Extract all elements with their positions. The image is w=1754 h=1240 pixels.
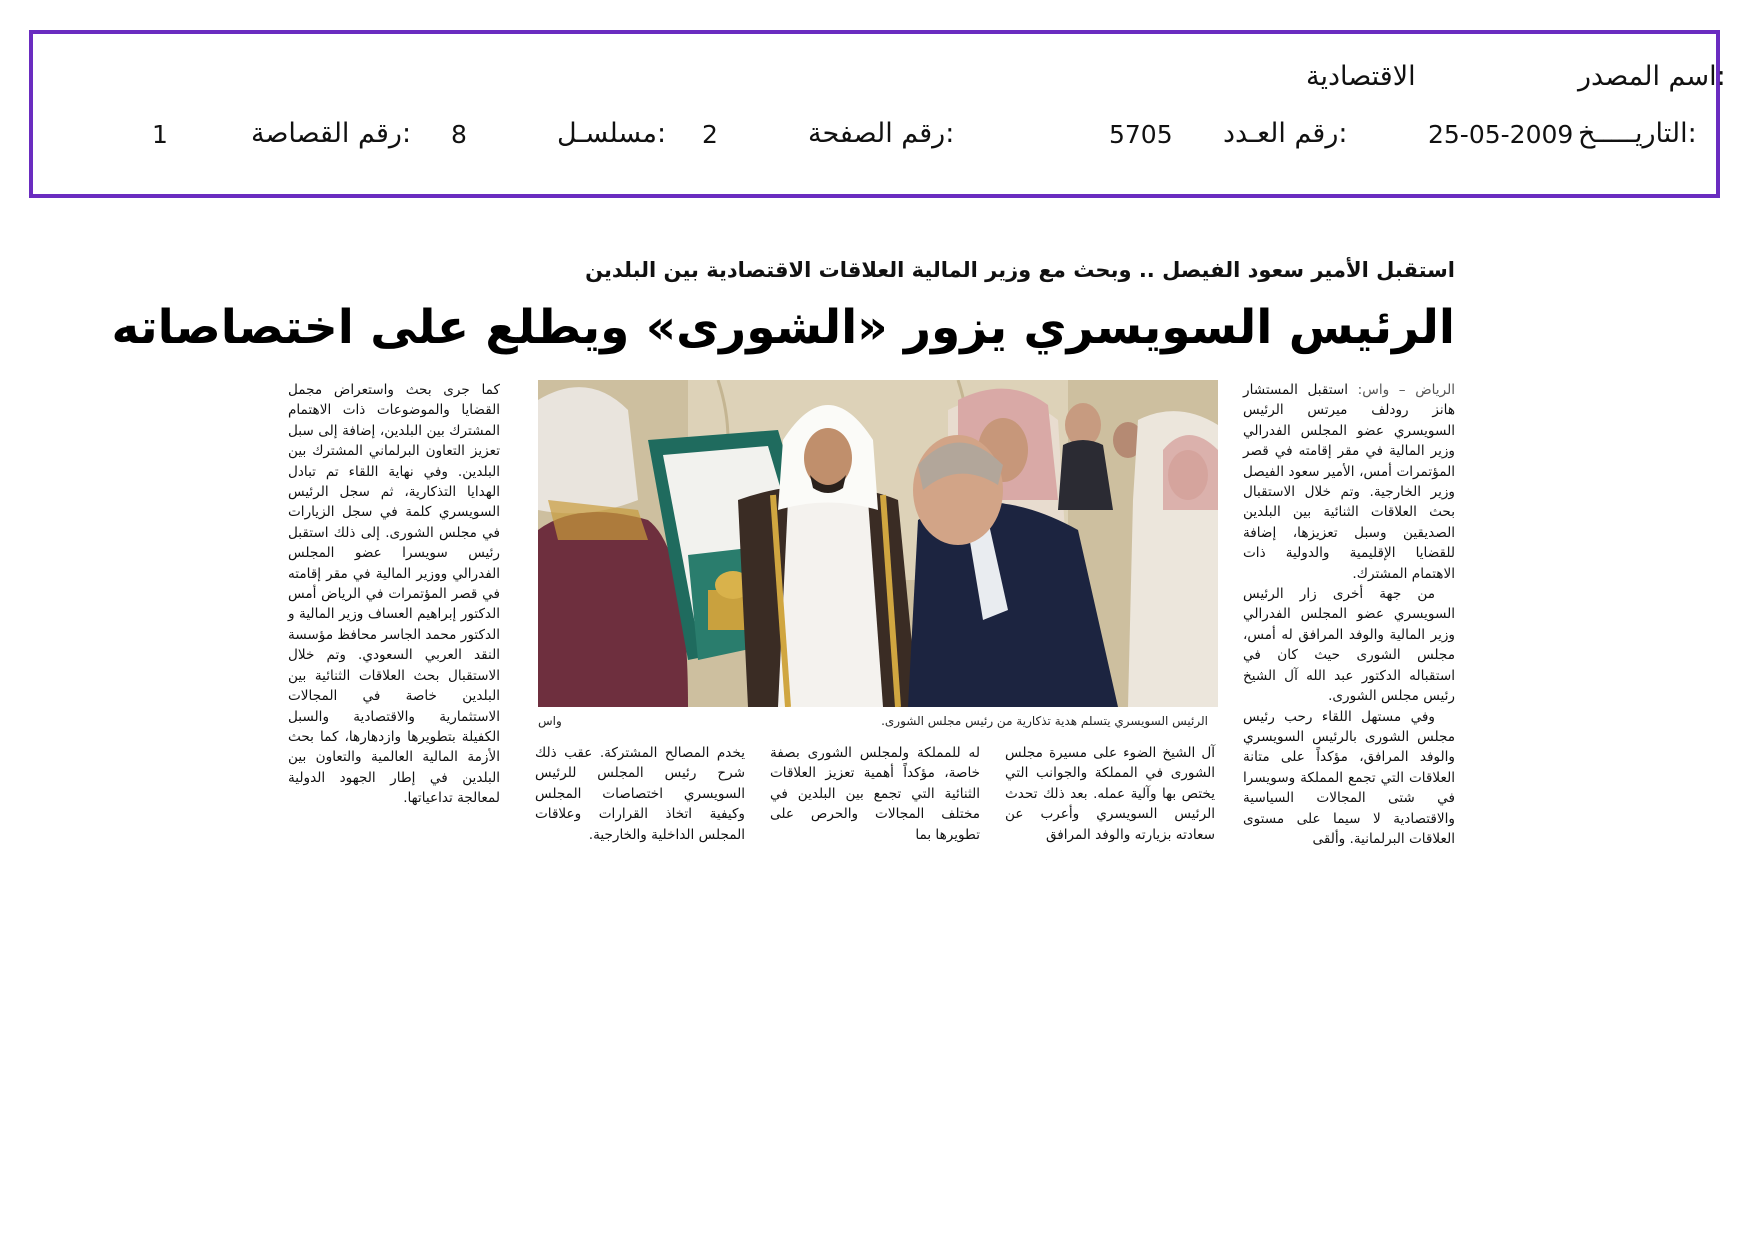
article-subheadline: استقبل الأمير سعود الفيصل .. وبحث مع وزير المالية العلاقات الاقتصادية بين البلدين: [585, 258, 1455, 282]
source-label: اسم المصدر:: [1578, 61, 1726, 92]
article-column-1: [1243, 380, 1455, 849]
clip-number-label: رقم القصاصة:: [251, 118, 412, 149]
news-article: [111, 250, 1456, 850]
column-1-paragraph-2: من جهة أخرى زار الرئيس السويسري عضو المجلس الفدرالي وزير المالية والوفد المرافق له أمس، مجلس الشورى حيث كان في استقباله الدكتور عبد الله آل الشيخ رئيس مجلس الشورى.: [1243, 586, 1455, 705]
page-number-label: رقم الصفحة:: [808, 118, 955, 149]
column-1-text-1: استقبل المستشار هانز رودلف ميرتس الرئيس السويسري عضو المجلس الفدرالي وزير المالية في مقر إقامته في قصر المؤتمرات أمس، الأمير سعود الفيصل وزير الخارجية. وتم خلال الاستقبال بحث العلاقات الثنائية بين البلدين الصديقين وسبل تعزيزها، إضافة للقضايا الإقليمية والدولية ذات الاهتمام المشترك.: [1243, 382, 1455, 582]
clipping-info-box: [29, 30, 1726, 198]
date-value: 25-05-2009: [1428, 120, 1574, 149]
source-value: الاقتصادية: [1306, 61, 1416, 92]
issue-value: 5705: [1109, 120, 1173, 149]
column-2-text: آل الشيخ الضوء على مسيرة مجلس الشورى في المملكة والجوانب التي يختص بها وآلية عمله. بعد ذلك تحدث الرئيس السويسري وأعرب عن سعادته بزيارته والوفد المرافق: [1005, 745, 1215, 843]
article-photo: [538, 380, 1218, 707]
photo-caption: الرئيس السويسري يتسلم هدية تذكارية من رئيس مجلس الشورى.: [881, 714, 1208, 728]
serial-label: مسلسـل:: [557, 118, 667, 149]
column-1-paragraph-1: [1243, 380, 1455, 584]
photo-credit: واس: [538, 714, 562, 728]
serial-value: 8: [451, 120, 467, 149]
article-column-2: [1005, 743, 1215, 845]
column-4-text: يخدم المصالح المشتركة. عقب ذلك شرح رئيس المجلس للرئيس السويسري اختصاصات المجلس وكيفية اتخاذ القرارات وعلاقات المجلس الداخلية والخارجية.: [535, 745, 745, 843]
page-number-value: 2: [702, 120, 718, 149]
date-label: التاريـــــخ:: [1578, 118, 1697, 149]
article-column-5: [288, 380, 500, 809]
article-column-4: [535, 743, 745, 845]
column-3-text: له للمملكة ولمجلس الشورى بصفة خاصة، مؤكداً أهمية تعزيز العلاقات الثنائية التي تجمع بين البلدين في مختلف المجالات والحرص على تطويرها بما: [770, 745, 980, 843]
issue-label: رقم العـدد:: [1223, 118, 1348, 149]
column-5-text: كما جرى بحث واستعراض مجمل القضايا والموضوعات ذات الاهتمام المشترك بين البلدين، إضافة إلى سبل تعزيز التعاون البرلماني المشترك بين البلدين. وفي نهاية اللقاء تم تبادل الهدايا التذكارية، ثم سجل الرئيس السويسري كلمة في سجل الزيارات في مجلس الشورى. إلى ذلك استقبل رئيس سويسرا عضو المجلس الفدرالي ووزير المالية في مقر إقامته في قصر المؤتمرات في الرياض أمس الدكتور إبراهيم العساف وزير المالية و الدكتور محمد الجاسر محافظ مؤسسة النقد العربي السعودي. وتم خلال الاستقبال بحث العلاقات الثنائية بين البلدين خاصة في المجالات الاستثمارية والاقتصادية والسبل الكفيلة بتطويرها وازدهارها، كما بحث الأزمة المالية العالمية والتعاون بين البلدين في إطار الجهود الدولية لمعالجة تداعياتها.: [288, 382, 500, 807]
dateline: الرياض – واس:: [1357, 382, 1456, 398]
article-column-3: [770, 743, 980, 845]
column-1-paragraph-3: وفي مستهل اللقاء رحب رئيس مجلس الشورى بالرئيس السويسري والوفد المرافق، مؤكداً على متانة العلاقات التي تجمع المملكة وسويسرا في شتى المجالات السياسية والاقتصادية لا سيما على مستوى العلاقات البرلمانية. وألقى: [1243, 708, 1455, 847]
article-headline: الرئيس السويسري يزور «الشورى» ويطلع على اختصاصاته: [111, 300, 1455, 355]
photo-caption-bar: [538, 712, 1218, 732]
clip-number-value: 1: [152, 120, 168, 149]
